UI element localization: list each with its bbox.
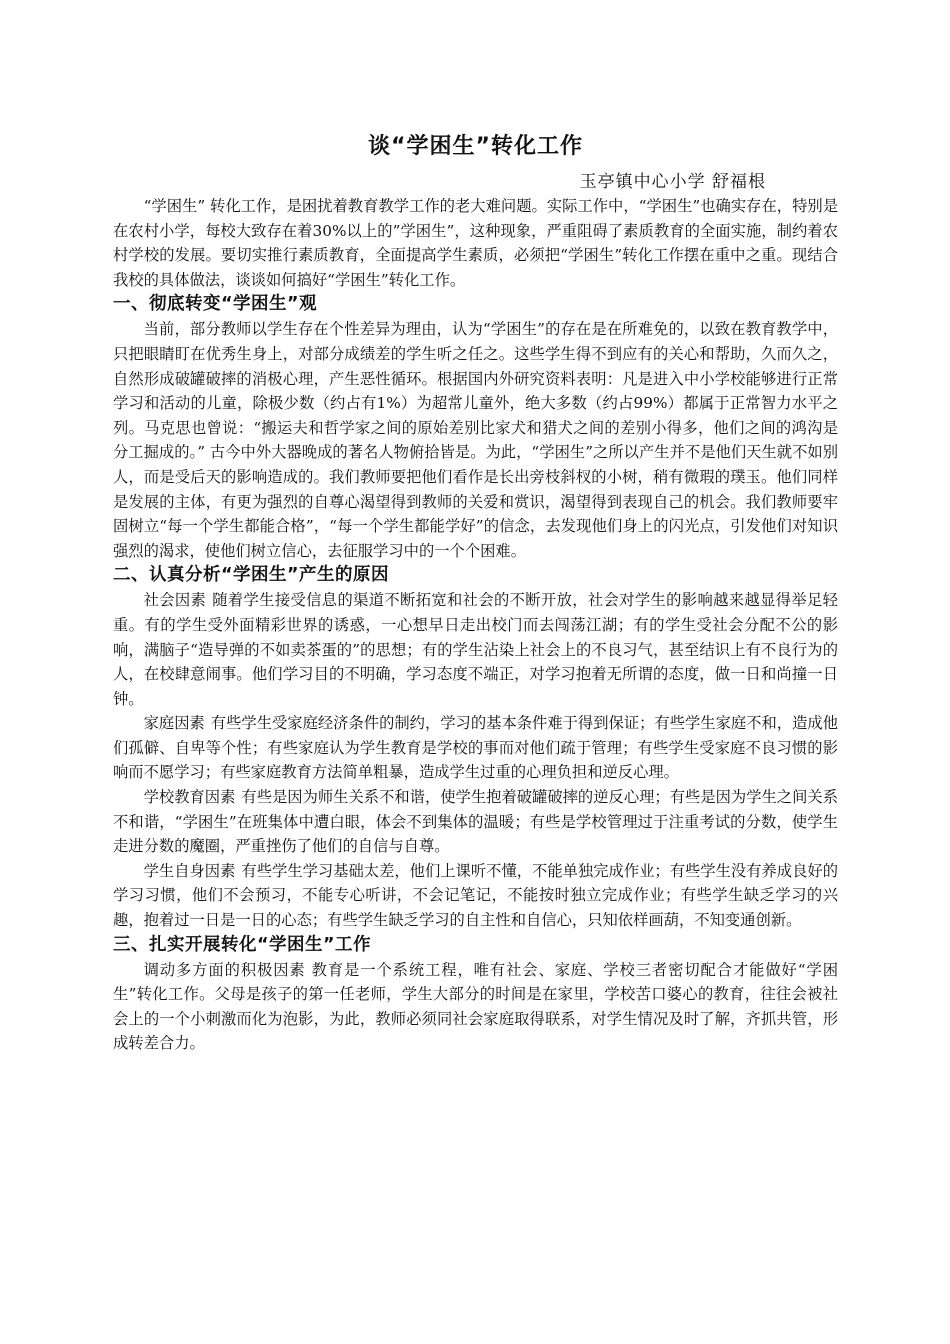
section-2-paragraph-3 — [113, 785, 838, 859]
paragraph-text: 教育是一个系统工程，唯有社会、家庭、学校三者密切配合才能做好“学困生”转化工作。父母是孩子的第一任老师，学生大部分的时间是在家里，学校苦口婆心的教育，往往会被社会上的一个小刺激而化为泡影，为此，教师必须同社会家庭取得联系，对学生情况及时了解，齐抓共管，形成转差合力。 — [113, 960, 838, 1053]
paragraph-lead: 调动多方面的积极因素 — [143, 960, 306, 979]
paragraph-text: 随着学生接受信息的渠道不断拓宽和社会的不断开放，社会对学生的影响越来越显得举足轻重。有的学生受外面精彩世界的诱惑，一心想早日走出校门而去闯荡江湖；有的学生受社会分配不公的影响，满脑子“造导弹的不如卖茶蛋的”的思想；有的学生沾染上社会上的不良习气，甚至结识上有不良行为的人，在校肆意闹事。他们学习目的不明确，学习态度不端正，对学习抱着无所谓的态度，做一日和尚撞一日钟。 — [113, 591, 838, 708]
document-title: 谈“学困生”转化工作 — [368, 134, 583, 159]
paragraph-lead: 学生自身因素 — [143, 861, 236, 880]
section-heading-3: 三、扎实开展转化“学困生”工作 — [113, 934, 372, 955]
section-heading-2: 二、认真分析“学困生”产生的原因 — [113, 565, 390, 586]
intro-paragraph: “学困生” 转化工作，是困扰着教育教学工作的老大难问题。实际工作中，“学困生”也确实存在，特别是在农村小学，每校大致存在着30%以上的”学困生”，这种现象，严重阻碍了素质教育的全面实施，制约着农村学校的发展。要切实推行素质教育，全面提高学生素质，必须把“学困生”转化工作摆在重中之重。现结合我校的具体做法，谈谈如何搞好“学困生”转化工作。 — [113, 197, 838, 289]
author-line: 玉亭镇中心小学 舒福根 — [579, 172, 766, 192]
paragraph-lead: 家庭因素 — [143, 714, 205, 733]
section-2-paragraph-2 — [113, 711, 838, 785]
paragraph-lead: 学校教育因素 — [143, 788, 236, 807]
section-3-paragraph-1 — [113, 958, 838, 1056]
section-2-paragraph-4 — [113, 859, 838, 933]
paragraph-lead: 社会因素 — [143, 591, 207, 610]
paragraph-text: 有些是因为师生关系不和谐，使学生抱着破罐破摔的逆反心理；有些是因为学生之间关系不和谐，“学困生”在班集体中遭白眼，体会不到集体的温暖；有些是学校管理过于注重考试的分数，使学生走进分数的魔圈，严重挫伤了他们的自信与自尊。 — [113, 788, 838, 856]
paragraph-text: 当前，部分教师以学生存在个性差异为理由，认为“学困生”的存在是在所难免的，以致在教育教学中，只把眼睛盯在优秀生身上，对部分成绩差的学生听之任之。这些学生得不到应有的关心和帮助，久而久之，自然形成破罐破摔的消极心理，产生恶性循环。根据国内外研究资料表明：凡是进入中小学校能够进行正常学习和活动的儿童，除极少数（约占有1%）为超常儿童外，绝大多数（约占99%）都属于正常智力水平之列。马克思也曾说：“搬运夫和哲学家之间的原始差别比家犬和猎犬之间的差别小得多，他们之间的鸿沟是分工掘成的。” 古今中外大器晚成的著名人物俯拾皆是。为此，“学困生”之所以产生并不是他们天生就不如别人，而是受后天的影响造成的。我们教师要把他们看作是长出旁枝斜杈的小树，稍有微瑕的璞玉。他们同样是发展的主体，有更为强烈的自尊心渴望得到教师的关爱和赏识，渴望得到表现自己的机会。我们教师要牢固树立“每一个学生都能合格”，“每一个学生都能学好”的信念，去发现他们身上的闪光点，引发他们对知识强烈的渴求，使他们树立信心，去征服学习中的一个个困难。 — [113, 320, 838, 560]
section-heading-1: 一、彻底转变“学困生”观 — [113, 294, 318, 315]
paragraph-text: 有些学生受家庭经济条件的制约，学习的基本条件难于得到保证；有些学生家庭不和，造成他们孤僻、自卑等个性；有些家庭认为学生教育是学校的事而对他们疏于管理；有些学生受家庭不良习惯的影响而不愿学习；有些家庭教育方法简单粗暴，造成学生过重的心理负担和逆反心理。 — [113, 714, 838, 782]
section-1-paragraph-1 — [113, 317, 838, 563]
document-page — [113, 130, 838, 1056]
section-2-paragraph-1 — [113, 588, 838, 711]
paragraph-text: 有些学生学习基础太差，他们上课听不懂，不能单独完成作业；有些学生没有养成良好的学习习惯，他们不会预习，不能专心听讲，不会记笔记，不能按时独立完成作业；有些学生缺乏学习的兴趣，抱着过一日是一日的心态；有些学生缺乏学习的自主性和自信心，只知依样画葫，不知变通创新。 — [113, 861, 838, 930]
